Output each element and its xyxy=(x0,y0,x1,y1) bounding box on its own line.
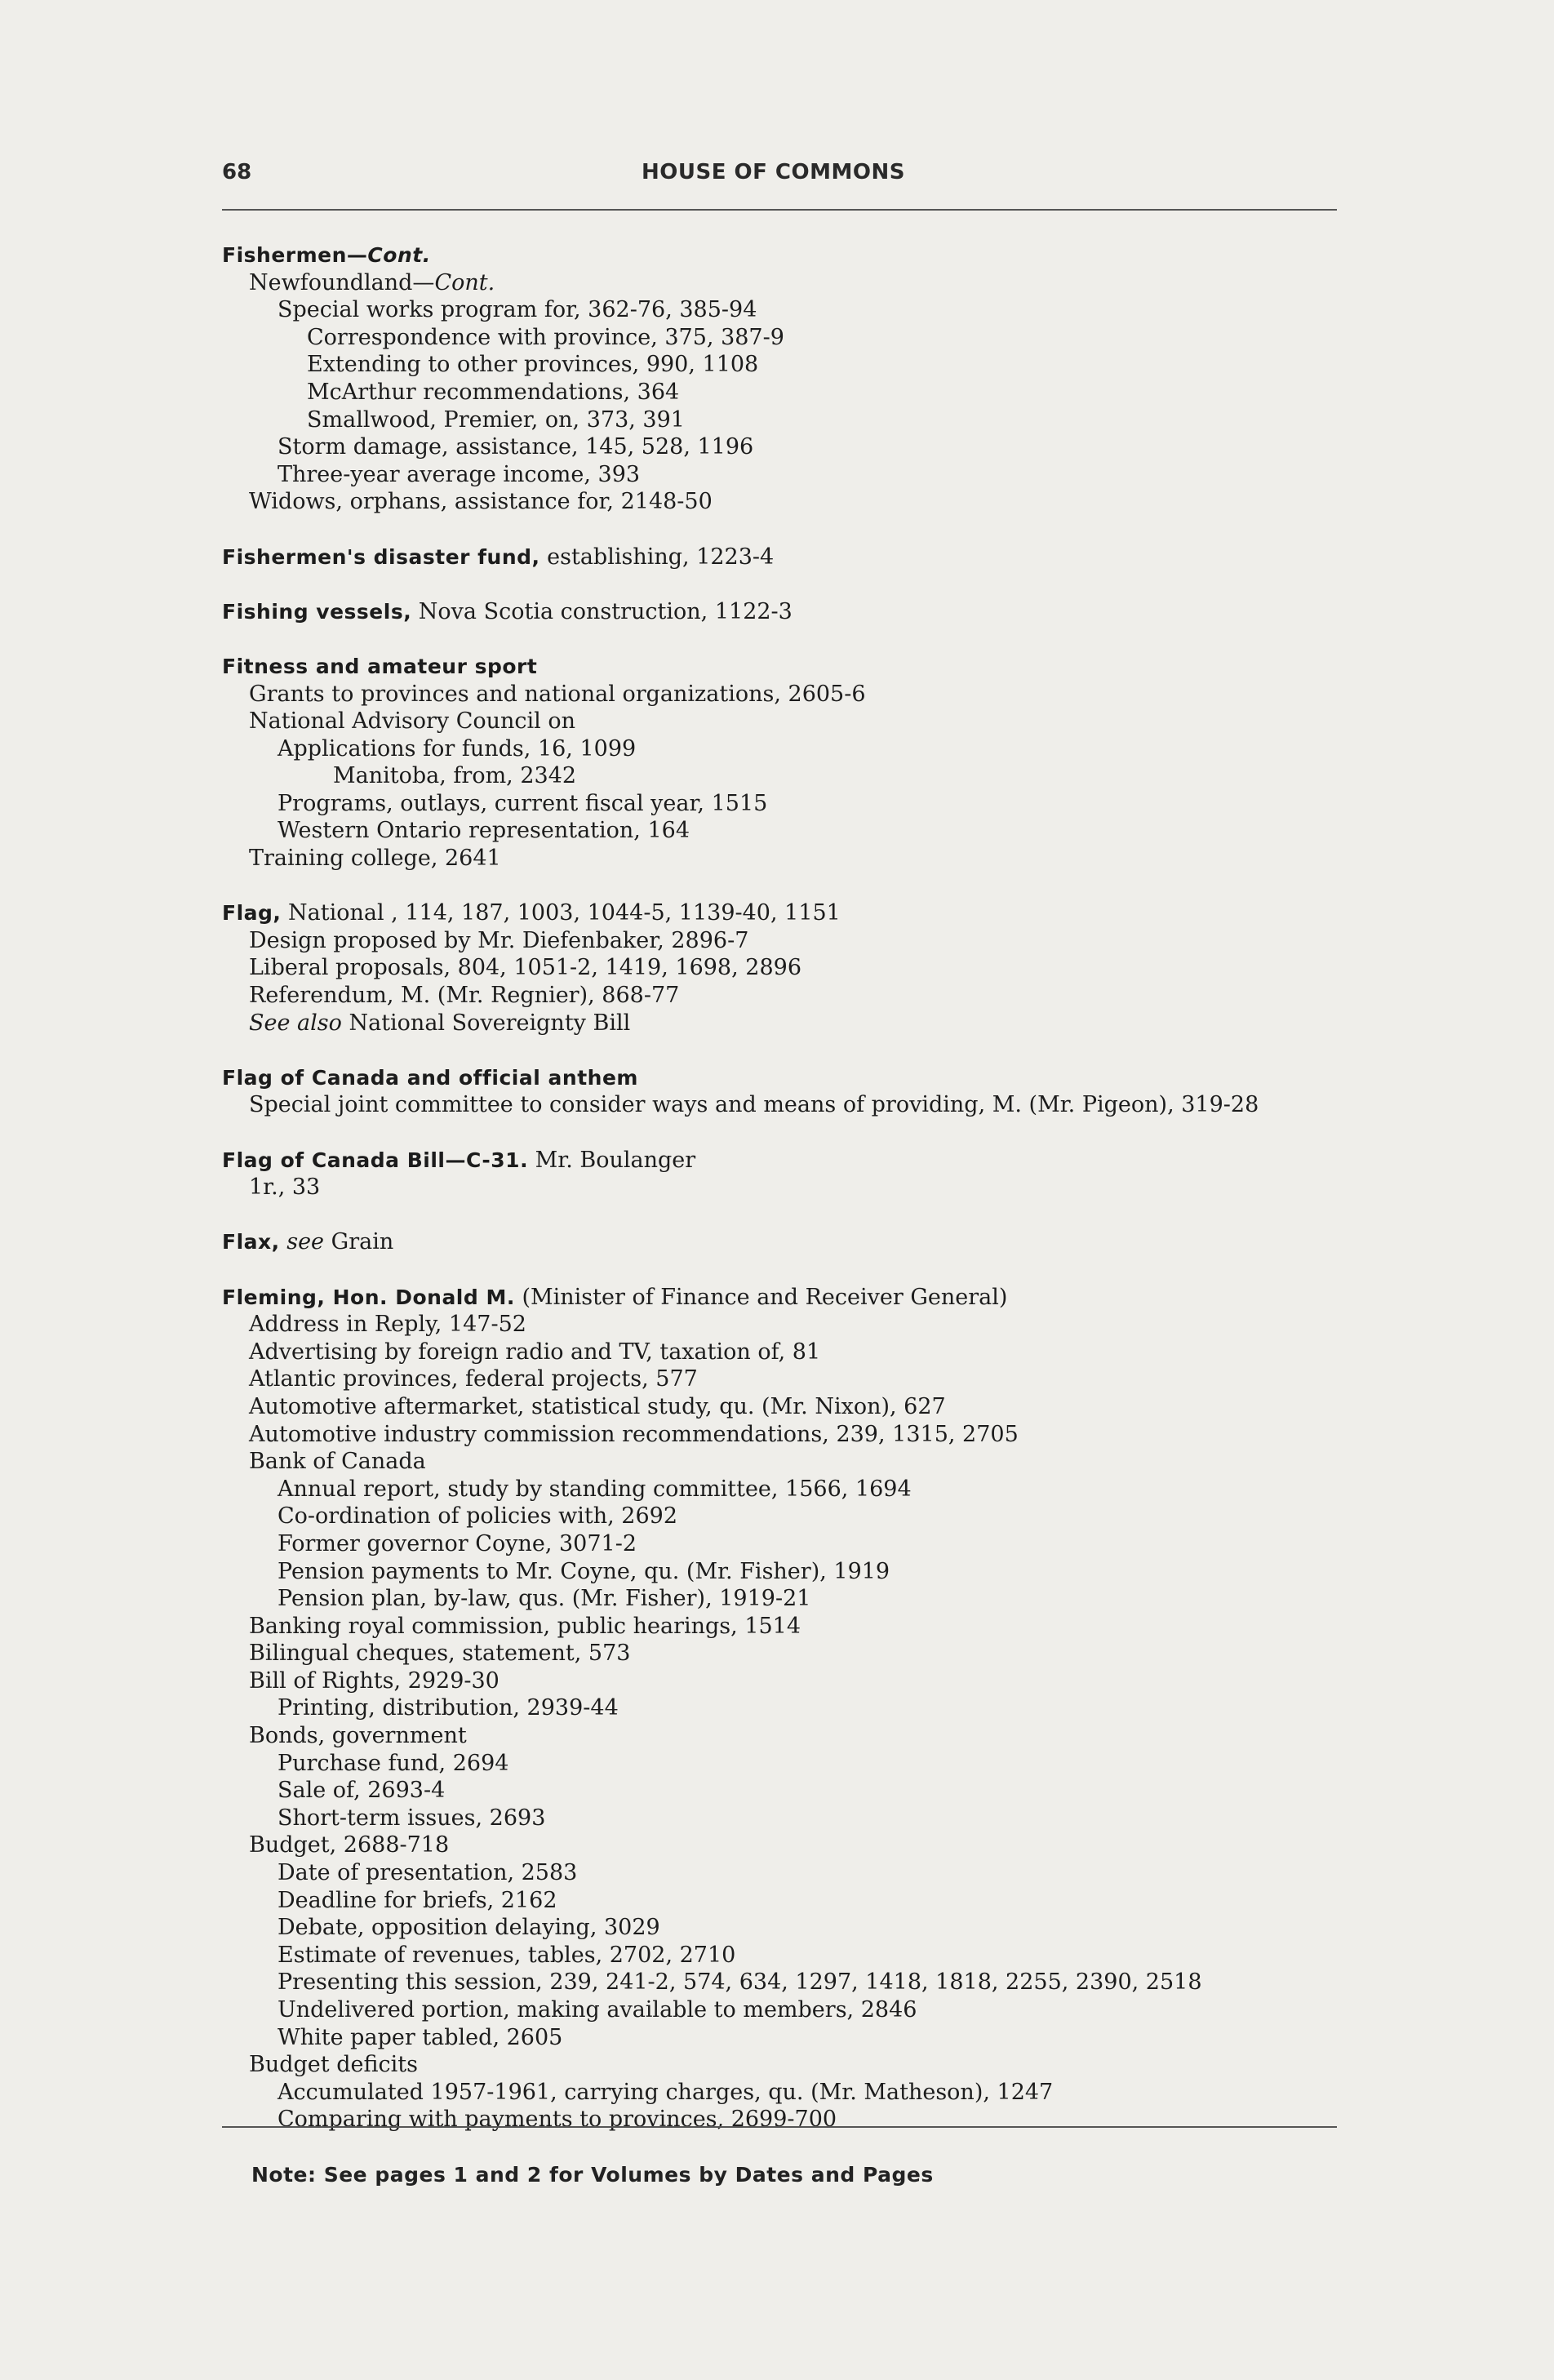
entry-text: Co-ordination of policies with, 2692 xyxy=(278,1503,677,1530)
entry-text: Accumulated 1957-1961, carrying charges, qu. (Mr. Matheson), 1247 xyxy=(278,2079,1054,2105)
index-subentry xyxy=(222,1777,1348,1805)
index-heading-entry xyxy=(222,1064,1348,1092)
entry-heading: Fishermen's disaster fund, xyxy=(222,544,540,569)
index-subentry xyxy=(222,1476,1348,1503)
entry-text: Bill of Rights, 2929-30 xyxy=(249,1667,500,1694)
entry-text: Debate, opposition delaying, 3029 xyxy=(278,1915,660,1941)
running-title: HOUSE OF COMMONS xyxy=(642,160,905,184)
index-subentry xyxy=(222,269,1348,297)
entry-text: Smallwood, Premier, on, 373, 391 xyxy=(307,406,685,433)
entry-text: McArthur recommendations, 364 xyxy=(307,379,680,405)
entry-text: National Advisory Council on xyxy=(249,708,576,735)
entry-heading: Fishing vessels, xyxy=(222,599,412,624)
index-subentry xyxy=(222,1969,1348,1996)
entry-text: Grants to provinces and national organizations, 2605-6 xyxy=(249,681,866,707)
index-heading-entry xyxy=(222,544,1348,571)
index-subentry xyxy=(222,1667,1348,1695)
index-subentry xyxy=(222,1694,1348,1722)
entry-spacer xyxy=(222,1256,1348,1284)
index-subentry xyxy=(222,1832,1348,1859)
index-subentry xyxy=(222,433,1348,461)
entry-text: Applications for funds, 16, 1099 xyxy=(278,735,637,762)
index-subentry xyxy=(222,762,1348,790)
entry-text: Undelivered portion, making available to members, 2846 xyxy=(278,1997,917,2023)
entry-text: Special joint committee to consider ways and means of providing, M. (Mr. Pigeon), 319-28 xyxy=(249,1092,1259,1118)
footer-rule xyxy=(222,2126,1337,2128)
entry-text: White paper tabled, 2605 xyxy=(278,2024,563,2050)
index-subentry xyxy=(222,1914,1348,1942)
index-subentry xyxy=(222,1887,1348,1915)
index-subentry xyxy=(222,1448,1348,1476)
entry-text: Estimate of revenues, tables, 2702, 2710 xyxy=(278,1942,736,1968)
entry-text: Deadline for briefs, 2162 xyxy=(278,1887,557,1913)
index-subentry xyxy=(222,1585,1348,1613)
entry-spacer xyxy=(222,1037,1348,1064)
index-heading-entry xyxy=(222,1147,1348,1174)
entry-text: Sale of, 2693-4 xyxy=(278,1778,446,1804)
entry-text: Advertising by foreign radio and TV, taxation of, 81 xyxy=(249,1339,821,1365)
header-rule xyxy=(222,209,1337,211)
page-header xyxy=(222,160,1337,193)
index-subentry xyxy=(222,1750,1348,1778)
index-subentry xyxy=(222,1530,1348,1558)
entry-text: establishing, 1223-4 xyxy=(539,544,775,570)
index-subentry xyxy=(222,379,1348,406)
entry-text: Annual report, study by standing committee, 1566, 1694 xyxy=(278,1476,912,1502)
entry-heading-italic: Cont. xyxy=(367,243,431,267)
index-subentry xyxy=(222,1365,1348,1393)
index-entries xyxy=(222,242,1348,2134)
index-subentry xyxy=(222,1859,1348,1887)
entry-text: Western Ontario representation, 164 xyxy=(278,818,690,844)
index-subentry xyxy=(222,845,1348,873)
entry-text: Address in Reply, 147-52 xyxy=(249,1312,526,1338)
index-subentry xyxy=(222,1339,1348,1366)
index-subentry xyxy=(222,351,1348,379)
entry-heading: Flax, xyxy=(222,1230,280,1254)
index-subentry xyxy=(222,1640,1348,1667)
entry-text: Referendum, M. (Mr. Regnier), 868-77 xyxy=(249,983,680,1009)
index-subentry xyxy=(222,1503,1348,1530)
entry-text: Bonds, government xyxy=(249,1723,467,1749)
entry-heading: Flag of Canada and official anthem xyxy=(222,1065,638,1090)
entry-text: Atlantic provinces, federal projects, 577 xyxy=(249,1366,698,1392)
entry-heading: Fitness and amateur sport xyxy=(222,654,538,678)
entry-spacer xyxy=(222,1201,1348,1229)
index-subentry xyxy=(222,708,1348,735)
entry-spacer xyxy=(222,873,1348,900)
index-subentry xyxy=(222,982,1348,1010)
index-subentry xyxy=(222,790,1348,818)
index-subentry xyxy=(222,681,1348,708)
entry-text: Design proposed by Mr. Diefenbaker, 2896-7 xyxy=(249,927,749,953)
entry-text: Widows, orphans, assistance for, 2148-50 xyxy=(249,489,713,515)
index-subentry xyxy=(222,927,1348,955)
entry-text: Correspondence with province, 375, 387-9 xyxy=(307,324,784,350)
entry-text: Budget deficits xyxy=(249,2052,418,2078)
index-subentry xyxy=(222,2106,1348,2134)
entry-text: Manitoba, from, 2342 xyxy=(333,763,577,789)
index-subentry xyxy=(222,1942,1348,1969)
entry-text: Training college, 2641 xyxy=(249,846,501,872)
entry-text: National Sovereignty Bill xyxy=(341,1010,631,1036)
entry-italic-lead: see xyxy=(279,1229,325,1255)
entry-text: Extending to other provinces, 990, 1108 xyxy=(307,352,759,378)
entry-text: Pension plan, by-law, qus. (Mr. Fisher), 1919-21 xyxy=(278,1586,811,1612)
index-subentry xyxy=(222,488,1348,516)
entry-text: Bank of Canada xyxy=(249,1449,426,1475)
entry-spacer xyxy=(222,571,1348,598)
index-subentry xyxy=(222,1996,1348,2024)
entry-spacer xyxy=(222,516,1348,544)
index-heading-entry xyxy=(222,242,1348,269)
index-subentry xyxy=(222,1091,1348,1119)
entry-text: Bilingual cheques, statement, 573 xyxy=(249,1641,631,1667)
entry-spacer xyxy=(222,1119,1348,1147)
entry-text: Former governor Coyne, 3071-2 xyxy=(278,1530,637,1556)
index-subentry xyxy=(222,817,1348,845)
entry-text: Pension payments to Mr. Coyne, qu. (Mr. Fisher), 1919 xyxy=(278,1558,890,1584)
index-heading-entry xyxy=(222,1284,1348,1312)
entry-text: Comparing with payments to provinces, 2699-700 xyxy=(278,2107,837,2133)
index-subentry xyxy=(222,1558,1348,1586)
entry-text: Purchase fund, 2694 xyxy=(278,1750,509,1776)
entry-italic-lead: See also xyxy=(249,1010,342,1036)
index-subentry xyxy=(222,1722,1348,1750)
entry-text: Automotive industry commission recommendations, 239, 1315, 2705 xyxy=(249,1421,1019,1447)
entry-text: Short-term issues, 2693 xyxy=(278,1805,546,1831)
index-subentry xyxy=(222,2079,1348,2107)
index-subentry xyxy=(222,2024,1348,2052)
index-heading-entry xyxy=(222,598,1348,626)
index-subentry xyxy=(222,1613,1348,1641)
entry-text: Budget, 2688-718 xyxy=(249,1832,450,1858)
index-subentry xyxy=(222,1805,1348,1832)
entry-text: Banking royal commission, public hearings, 1514 xyxy=(249,1613,801,1639)
footer-note: Note: See pages 1 and 2 for Volumes by Dates and Pages xyxy=(251,2163,934,2187)
index-subentry xyxy=(222,1393,1348,1421)
entry-text: Programs, outlays, current fiscal year, 1515 xyxy=(278,790,768,816)
entry-spacer xyxy=(222,625,1348,653)
index-subentry xyxy=(222,1174,1348,1201)
entry-text: Automotive aftermarket, statistical study, qu. (Mr. Nixon), 627 xyxy=(249,1393,946,1419)
entry-text: National , 114, 187, 1003, 1044-5, 1139-40, 1151 xyxy=(281,900,841,926)
index-subentry xyxy=(222,1421,1348,1449)
entry-text: Newfoundland— xyxy=(249,269,435,295)
index-heading-entry xyxy=(222,899,1348,927)
entry-text: Special works program for, 362-76, 385-94 xyxy=(278,297,757,323)
entry-text: 1r., 33 xyxy=(249,1174,321,1201)
entry-text: (Minister of Finance and Receiver General) xyxy=(514,1284,1008,1310)
entry-italic: Cont. xyxy=(434,269,495,295)
entry-text: Nova Scotia construction, 1122-3 xyxy=(411,598,793,624)
entry-heading: Fleming, Hon. Donald M. xyxy=(222,1285,515,1309)
entry-text: Date of presentation, 2583 xyxy=(278,1860,578,1886)
index-subentry xyxy=(222,954,1348,982)
index-subentry xyxy=(222,1010,1348,1037)
entry-text: Storm damage, assistance, 145, 528, 1196 xyxy=(278,434,754,460)
entry-text: Liberal proposals, 804, 1051-2, 1419, 1698, 2896 xyxy=(249,955,801,981)
entry-heading: Flag, xyxy=(222,901,282,926)
entry-text: Mr. Boulanger xyxy=(528,1147,696,1173)
index-heading-entry xyxy=(222,1228,1348,1256)
entry-text: Three-year average income, 393 xyxy=(278,461,641,487)
index-subentry xyxy=(222,406,1348,434)
index-subentry xyxy=(222,1311,1348,1339)
index-subentry xyxy=(222,735,1348,763)
index-subentry xyxy=(222,2051,1348,2079)
index-subentry xyxy=(222,296,1348,324)
index-subentry xyxy=(222,461,1348,489)
page-number: 68 xyxy=(222,160,252,184)
entry-text: Grain xyxy=(324,1229,394,1255)
index-heading-entry xyxy=(222,653,1348,681)
entry-heading: Flag of Canada Bill—C-31. xyxy=(222,1148,529,1172)
entry-text: Printing, distribution, 2939-44 xyxy=(278,1695,619,1721)
entry-heading: Fishermen— xyxy=(222,243,368,267)
index-subentry xyxy=(222,324,1348,352)
entry-text: Presenting this session, 239, 241-2, 574, 634, 1297, 1418, 1818, 2255, 2390, 2518 xyxy=(278,1969,1202,1996)
